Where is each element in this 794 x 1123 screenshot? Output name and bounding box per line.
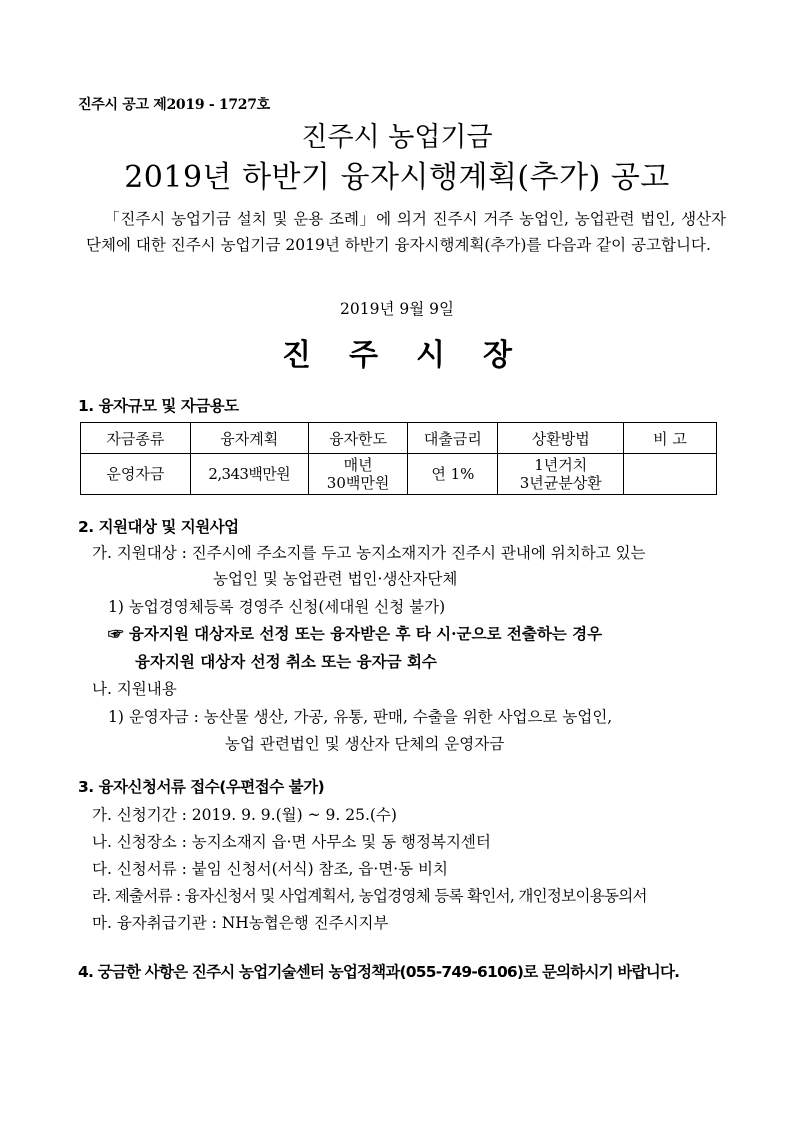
list-item: 마. 융자취급기관 : NH농협은행 진주시지부	[92, 914, 389, 932]
limit-line1: 매년	[343, 456, 373, 474]
warning-line2: 융자지원 대상자 선정 취소 또는 융자금 회수	[135, 652, 437, 671]
repay-line1: 1년거치	[534, 456, 588, 474]
table-header-cell: 자금종류	[81, 423, 191, 454]
section1-heading: 1. 융자규모 및 자금용도	[78, 397, 239, 415]
table-header-row	[81, 423, 717, 454]
content-label: 나. 지원내용	[92, 680, 177, 698]
content-line1: 1) 운영자금 : 농산물 생산, 가공, 유통, 판매, 수출을 위한 사업으로 농업인,	[108, 708, 613, 726]
section2-heading: 2. 지원대상 및 지원사업	[78, 518, 239, 536]
fund-table	[80, 422, 717, 495]
content-line2: 농업 관련법인 및 생산자 단체의 운영자금	[225, 735, 505, 753]
list-item: 다. 신청서류 : 붙임 신청서(서식) 참조, 읍·면·동 비치	[92, 860, 449, 878]
limit-cell	[308, 454, 408, 495]
section3-heading: 3. 융자신청서류 접수(우편접수 불가)	[78, 778, 325, 796]
issuer-name: 진주시장	[282, 338, 550, 373]
inquiry-text: 4. 궁금한 사항은 진주시 농업기술센터 농업정책과(055-749-6106)로 문의하시기 바랍니다.	[78, 963, 680, 981]
table-header-cell: 융자계획	[190, 423, 308, 454]
notice-number: 진주시 공고 제2019 - 1727호	[78, 97, 270, 113]
intro-paragraph: 「진주시 농업기금 설치 및 운용 조례」에 의거 진주시 거주 농업인, 농업관련 법인, 생산자단체에 대한 진주시 농업기금 2019년 하반기 융자시행계획(추가)를 다음과 같이 공고합니다.	[86, 210, 726, 254]
table-header-cell: 비 고	[624, 423, 717, 454]
target-line2: 농업인 및 농업관련 법인·생산자단체	[213, 570, 458, 588]
table-header-cell: 융자한도	[308, 423, 408, 454]
repay-line2: 3년균분상환	[519, 474, 602, 492]
target-item1: 1) 농업경영체등록 경영주 신청(세대원 신청 불가)	[108, 598, 446, 616]
list-item: 가. 신청기간 : 2019. 9. 9.(월) ~ 9. 25.(수)	[92, 806, 397, 824]
title-line1: 진주시 농업기금	[301, 122, 493, 153]
repay-cell	[498, 454, 624, 495]
note-cell	[624, 454, 717, 495]
table-row	[81, 454, 717, 495]
rate-cell: 연 1%	[408, 454, 498, 495]
warning-line1: ☞ 융자지원 대상자로 선정 또는 융자받은 후 타 시·군으로 전출하는 경우	[108, 624, 603, 643]
table-header-cell: 대출금리	[408, 423, 498, 454]
limit-line2: 30백만원	[326, 474, 390, 492]
fund-type-cell: 운영자금	[81, 454, 191, 495]
list-item: 라. 제출서류 : 융자신청서 및 사업계획서, 농업경영체 등록 확인서, 개인정보이용동의서	[92, 887, 647, 905]
plan-cell: 2,343백만원	[190, 454, 308, 495]
title-line2: 2019년 하반기 융자시행계획(추가) 공고	[124, 160, 670, 195]
notice-date: 2019년 9월 9일	[340, 300, 454, 318]
list-item: 나. 신청장소 : 농지소재지 읍·면 사무소 및 동 행정복지센터	[92, 833, 491, 851]
target-line1: 가. 지원대상 : 진주시에 주소지를 두고 농지소재지가 진주시 관내에 위치하고 있는	[92, 544, 646, 562]
table-header-cell: 상환방법	[498, 423, 624, 454]
